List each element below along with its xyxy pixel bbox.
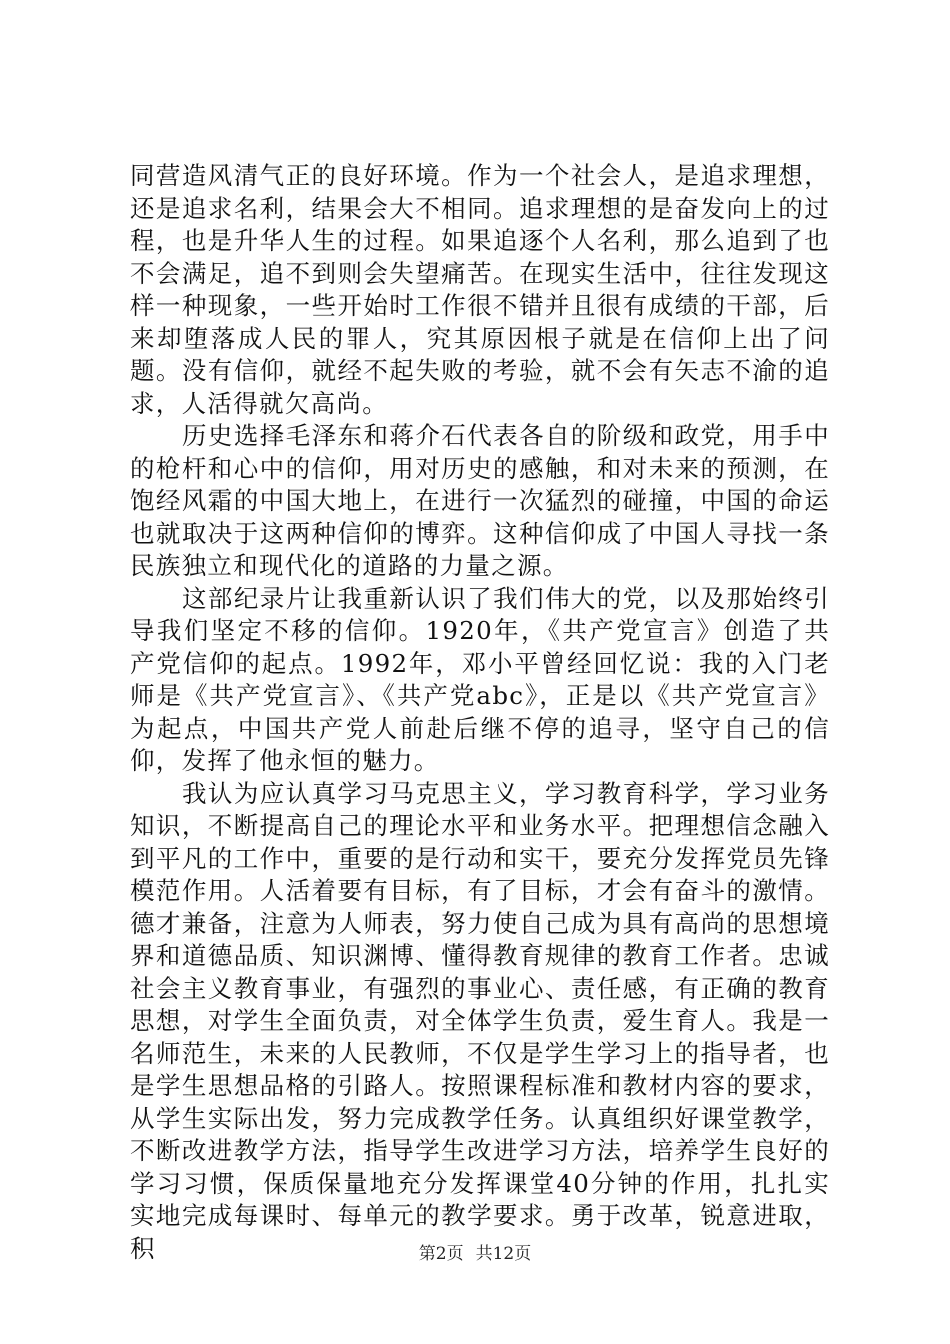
paragraph-3: 这部纪录片让我重新认识了我们伟大的党，以及那始终引导我们坚定不移的信仰。1920年，《共产党宣言》创造了共产党信仰的起点。1992年，邓小平曾经回忆说：我的入门老师是《共产党宣言》、《共产党abc》，正是以《共产党宣言》为起点，中国共产党人前赴后继不停的追寻，坚守自己的信仰，发挥了他永恒的魅力。	[130, 583, 830, 775]
page-footer	[0, 1243, 950, 1265]
paragraph-1: 同营造风清气正的良好环境。作为一个社会人，是追求理想，还是追求名利，结果会大不相同。追求理想的是奋发向上的过程，也是升华人生的过程。如果追逐个人名利，那么追到了也不会满足，追不到则会失望痛苦。在现实生活中，往往发现这样一种现象，一些开始时工作很不错并且很有成绩的干部，后来却堕落成人民的罪人，究其原因根子就是在信仰上出了问题。没有信仰，就经不起失败的考验，就不会有矢志不渝的追求，人活得就欠高尚。	[130, 161, 830, 418]
paragraph-2: 历史选择毛泽东和蒋介石代表各自的阶级和政党，用手中的枪杆和心中的信仰，用对历史的感触，和对未来的预测，在饱经风霜的中国大地上，在进行一次猛烈的碰撞，中国的命运也就取决于这两种信仰的博弈。这种信仰成了中国人寻找一条民族独立和现代化的道路的力量之源。	[130, 421, 830, 580]
document-body	[130, 160, 830, 1265]
page-number: 第2页	[418, 1244, 464, 1264]
page-total: 共12页	[475, 1244, 532, 1264]
paragraph-4: 我认为应认真学习马克思主义，学习教育科学，学习业务知识，不断提高自己的理论水平和业务水平。把理想信念融入到平凡的工作中，重要的是行动和实干，要充分发挥党员先锋模范作用。人活着要有目标，有了目标，才会有奋斗的激情。德才兼备，注意为人师表，努力使自己成为具有高尚的思想境界和道德品质、知识渊博、懂得教育规律的教育工作者。忠诚社会主义教育事业，有强烈的事业心、责任感，有正确的教育思想，对学生全面负责，对全体学生负责，爱生育人。我是一名师范生，未来的人民教师，不仅是学生学习上的指导者，也是学生思想品格的引路人。按照课程标准和教材内容的要求，从学生实际出发，努力完成教学任务。认真组织好课堂教学，不断改进教学方法，指导学生改进学习方法，培养学生良好的学习习惯，保质保量地充分发挥课堂40分钟的作用，扎扎实实地完成每课时、每单元的教学要求。勇于改革，锐意进取，积	[130, 778, 830, 1263]
